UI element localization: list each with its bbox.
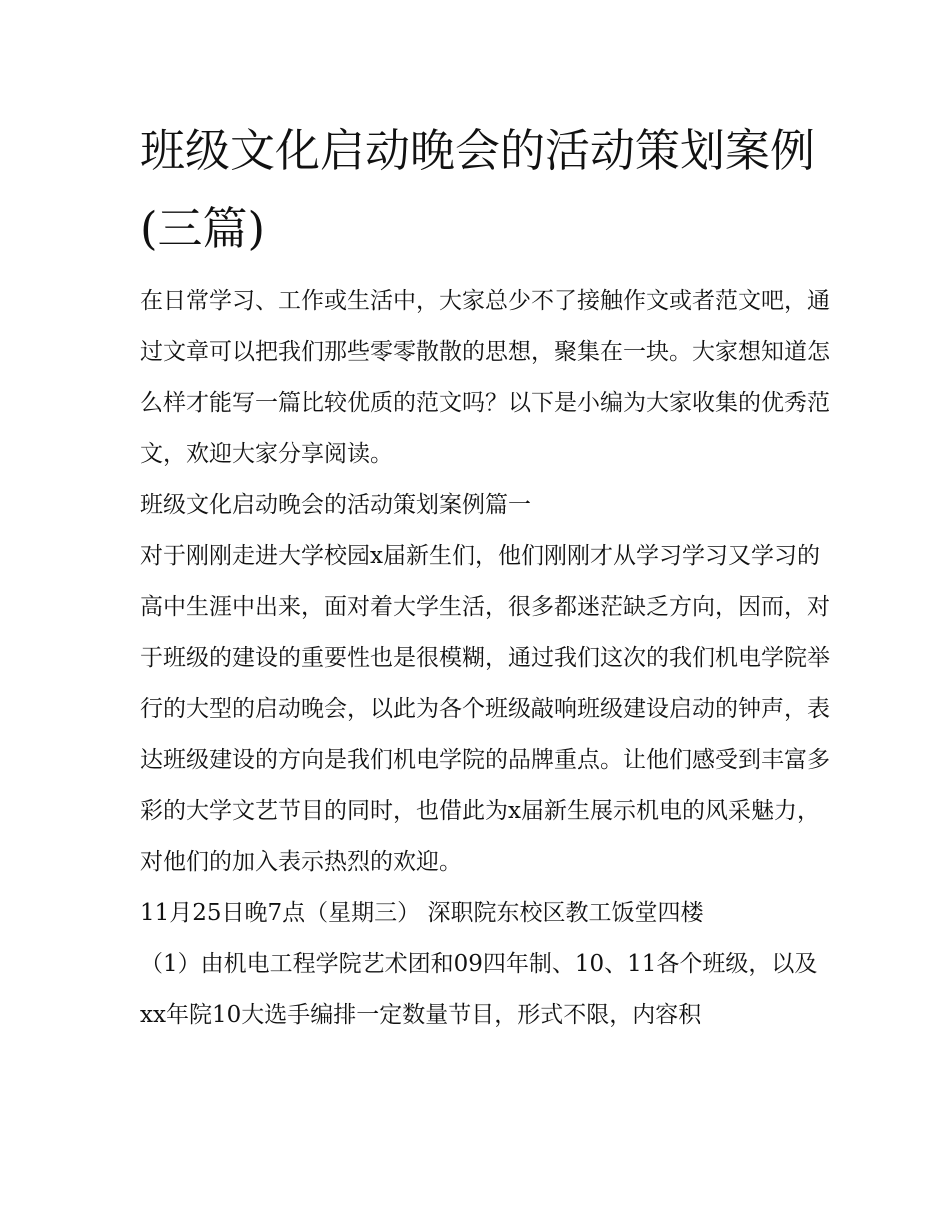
section-heading: 班级文化启动晚会的活动策划案例篇一 (140, 492, 531, 518)
document-title: 班级文化启动晚会的活动策划案例(三篇) (140, 124, 816, 255)
document-body (140, 276, 830, 1041)
intro-paragraph: 在日常学习、工作或生活中，大家总少不了接触作文或者范文吧，通过文章可以把我们那些零零散散的思想，聚集在一块。大家想知道怎么样才能写一篇比较优质的范文吗？以下是小编为大家收集的优秀范文，欢迎大家分享阅读。 (140, 288, 830, 467)
time-location-paragraph: 11月25日晚7点（星期三） 深职院东校区教工饭堂四楼 (140, 900, 704, 926)
program-paragraph: （1）由机电工程学院艺术团和09四年制、10、11各个班级，以及xx年院10大选手编排一定数量节目，形式不限，内容积 (140, 951, 818, 1028)
background-paragraph: 对于刚刚走进大学校园x届新生们，他们刚刚才从学习学习又学习的高中生涯中出来，面对着大学生活，很多都迷茫缺乏方向，因而，对于班级的建设的重要性也是很模糊，通过我们这次的我们机电学院举行的大型的启动晚会，以此为各个班级敲响班级建设启动的钟声，表达班级建设的方向是我们机电学院的品牌重点。让他们感受到丰富多彩的大学文艺节目的同时，也借此为x届新生展示机电的风采魅力，对他们的加入表示热烈的欢迎。 (140, 543, 830, 875)
